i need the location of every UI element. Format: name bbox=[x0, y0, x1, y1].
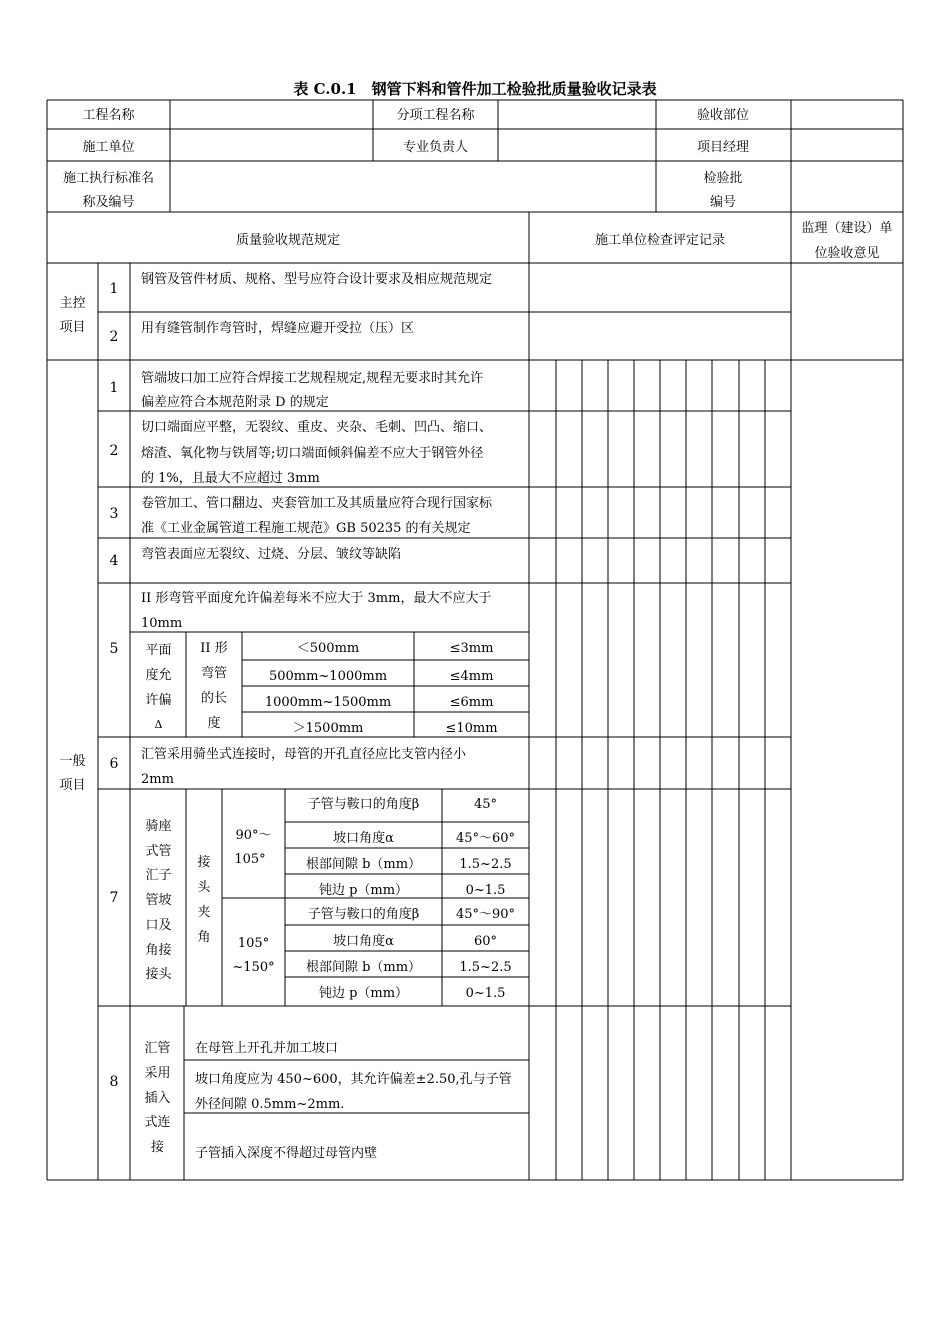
g2-param-2: 坡口角度α bbox=[333, 934, 394, 949]
g1-param-2: 坡口角度α bbox=[333, 831, 394, 846]
angle-range-1b: 105° bbox=[234, 852, 266, 867]
g2-value-1: 45°～90° bbox=[455, 907, 516, 922]
sub-project-label: 分项工程名称 bbox=[396, 108, 475, 123]
joint-angle-label-4: 角 bbox=[197, 930, 211, 945]
item8-label-1: 汇管 bbox=[144, 1041, 171, 1056]
angle-range-1a: 90°～ bbox=[235, 828, 272, 843]
joint-angle-label-1: 接 bbox=[197, 855, 211, 870]
general-item-5-no: 5 bbox=[109, 641, 119, 657]
general-item-5-line-1: II 形弯管平面度允许偏差每米不应大于 3mm，最大不应大于 bbox=[141, 591, 492, 606]
main-control-label-2: 项目 bbox=[59, 320, 86, 335]
general-item-6-line-1: 汇管采用骑坐式连接时，母管的开孔直径应比支管内径小 bbox=[141, 747, 467, 762]
item8-req-1: 在母管上开孔并加工坡口 bbox=[195, 1041, 339, 1056]
flatness-label-4: Δ bbox=[154, 718, 163, 731]
g1-param-3: 根部间隙 b（mm） bbox=[305, 857, 422, 872]
item7-label-3: 汇子 bbox=[145, 868, 172, 883]
flatness-label-1: 平面 bbox=[145, 643, 172, 658]
general-item-1-no: 1 bbox=[109, 380, 119, 396]
bend-tol-3: ≤6mm bbox=[449, 695, 494, 710]
angle-range-2b: ~150° bbox=[232, 960, 275, 975]
g2-value-4: 0~1.5 bbox=[465, 986, 506, 1001]
general-item-3-line-1: 卷管加工、管口翻边、夹套管加工及其质量应符合现行国家标 bbox=[141, 496, 493, 511]
bend-tol-2: ≤4mm bbox=[449, 669, 494, 684]
g2-param-3: 根部间隙 b（mm） bbox=[305, 960, 422, 975]
general-item-1-line-1: 管端坡口加工应符合焊接工艺规程规定,规程无要求时其允许 bbox=[141, 371, 484, 386]
general-item-5-line-2: 10mm bbox=[141, 616, 183, 631]
joint-angle-label-2: 头 bbox=[197, 880, 211, 895]
bend-length-label-4: 度 bbox=[207, 716, 221, 731]
main-item-2-no: 2 bbox=[109, 329, 119, 345]
general-item-3-no: 3 bbox=[109, 506, 119, 522]
general-item-1-line-2: 偏差应符合本规范附录 D 的规定 bbox=[141, 395, 329, 410]
bend-length-label-3: 的长 bbox=[200, 691, 227, 706]
supervisor-header-1: 监理（建设）单 bbox=[801, 221, 893, 236]
batch-label-2: 编号 bbox=[709, 195, 736, 210]
item7-label-2: 式管 bbox=[145, 844, 172, 859]
general-item-3-line-2: 准《工业金属管道工程施工规范》GB 50235 的有关规定 bbox=[141, 521, 471, 536]
item7-label-7: 接头 bbox=[145, 967, 172, 982]
g1-param-4: 钝边 p（mm） bbox=[318, 883, 409, 898]
contractor-label: 施工单位 bbox=[82, 140, 135, 155]
g2-value-2: 60° bbox=[473, 934, 498, 949]
spec-column-header: 质量验收规范规定 bbox=[235, 233, 340, 248]
g1-value-1: 45° bbox=[473, 797, 498, 812]
standard-label-1: 施工执行标准名 bbox=[62, 171, 154, 186]
acceptance-part-label: 验收部位 bbox=[696, 108, 749, 123]
general-item-7-no: 7 bbox=[109, 890, 119, 906]
item8-label-2: 采用 bbox=[144, 1066, 171, 1081]
project-name-label: 工程名称 bbox=[82, 108, 135, 123]
general-item-4-no: 4 bbox=[109, 553, 119, 569]
flatness-label-2: 度允 bbox=[145, 668, 172, 683]
item7-label-6: 角接 bbox=[145, 943, 172, 958]
g2-param-1: 子管与鞍口的角度β bbox=[307, 907, 420, 922]
item7-label-4: 管坡 bbox=[145, 893, 172, 908]
main-item-2-text: 用有缝管制作弯管时，焊缝应避开受拉（压）区 bbox=[141, 321, 415, 336]
batch-label-1: 检验批 bbox=[703, 171, 743, 186]
bend-length-label-2: 弯管 bbox=[200, 666, 227, 681]
general-item-8-no: 8 bbox=[109, 1074, 119, 1090]
specialist-label: 专业负责人 bbox=[402, 140, 468, 155]
general-item-2-line-2: 熔渣、氧化物与铁屑等;切口端面倾斜偏差不应大于钢管外径 bbox=[141, 446, 484, 461]
bend-length-label-1: II 形 bbox=[200, 641, 228, 656]
item8-label-3: 插入 bbox=[144, 1091, 171, 1106]
g2-value-3: 1.5~2.5 bbox=[459, 960, 512, 975]
contractor-check-header: 施工单位检查评定记录 bbox=[594, 233, 725, 248]
general-label-1: 一般 bbox=[59, 754, 86, 769]
item8-req-3: 子管插入深度不得超过母管内壁 bbox=[195, 1146, 378, 1161]
general-item-2-line-3: 的 1%，且最大不应超过 3mm bbox=[141, 471, 320, 486]
general-label-2: 项目 bbox=[59, 778, 86, 793]
g2-param-4: 钝边 p（mm） bbox=[318, 986, 409, 1001]
g1-param-1: 子管与鞍口的角度β bbox=[307, 797, 420, 812]
main-item-1-no: 1 bbox=[109, 281, 119, 297]
g1-value-4: 0~1.5 bbox=[465, 883, 506, 898]
project-manager-label: 项目经理 bbox=[696, 140, 749, 155]
item7-label-1: 骑座 bbox=[145, 819, 172, 834]
bend-tol-1: ≤3mm bbox=[449, 641, 494, 656]
bend-range-3: 1000mm~1500mm bbox=[264, 695, 392, 710]
item8-req-2-line-2: 外径间隙 0.5mm~2mm. bbox=[195, 1097, 345, 1112]
item8-req-2-line-1: 坡口角度应为 450~600，其允许偏差±2.50,孔与子管 bbox=[195, 1072, 512, 1087]
item7-label-5: 口及 bbox=[145, 918, 172, 933]
joint-angle-label-3: 夹 bbox=[197, 905, 211, 920]
general-item-2-no: 2 bbox=[109, 443, 119, 459]
angle-range-2a: 105° bbox=[237, 936, 270, 951]
flatness-label-3: 许偏 bbox=[145, 693, 172, 708]
general-item-6-line-2: 2mm bbox=[141, 772, 174, 787]
general-item-2-line-1: 切口端面应平整，无裂纹、重皮、夹杂、毛刺、凹凸、缩口、 bbox=[141, 420, 493, 435]
standard-label-2: 称及编号 bbox=[82, 195, 135, 210]
main-item-1-text: 钢管及管件材质、规格、型号应符合设计要求及相应规范规定 bbox=[141, 272, 493, 287]
g1-value-3: 1.5~2.5 bbox=[459, 857, 512, 872]
item8-label-5: 接 bbox=[150, 1140, 164, 1155]
item8-label-4: 式连 bbox=[144, 1115, 171, 1130]
bend-tol-4: ≤10mm bbox=[445, 721, 498, 736]
bend-range-1: ＜500mm bbox=[296, 641, 360, 656]
supervisor-header-2: 位验收意见 bbox=[814, 246, 880, 261]
document-title: 表 C.0.1 钢管下料和管件加工检验批质量验收记录表 bbox=[293, 80, 657, 98]
general-item-6-no: 6 bbox=[109, 756, 119, 772]
main-control-label-1: 主控 bbox=[59, 296, 86, 311]
bend-range-4: ＞1500mm bbox=[292, 721, 364, 736]
g1-value-2: 45°～60° bbox=[455, 831, 516, 846]
general-item-4-text: 弯管表面应无裂纹、过烧、分层、皱纹等缺陷 bbox=[141, 547, 402, 562]
bend-range-2: 500mm~1000mm bbox=[268, 669, 388, 684]
